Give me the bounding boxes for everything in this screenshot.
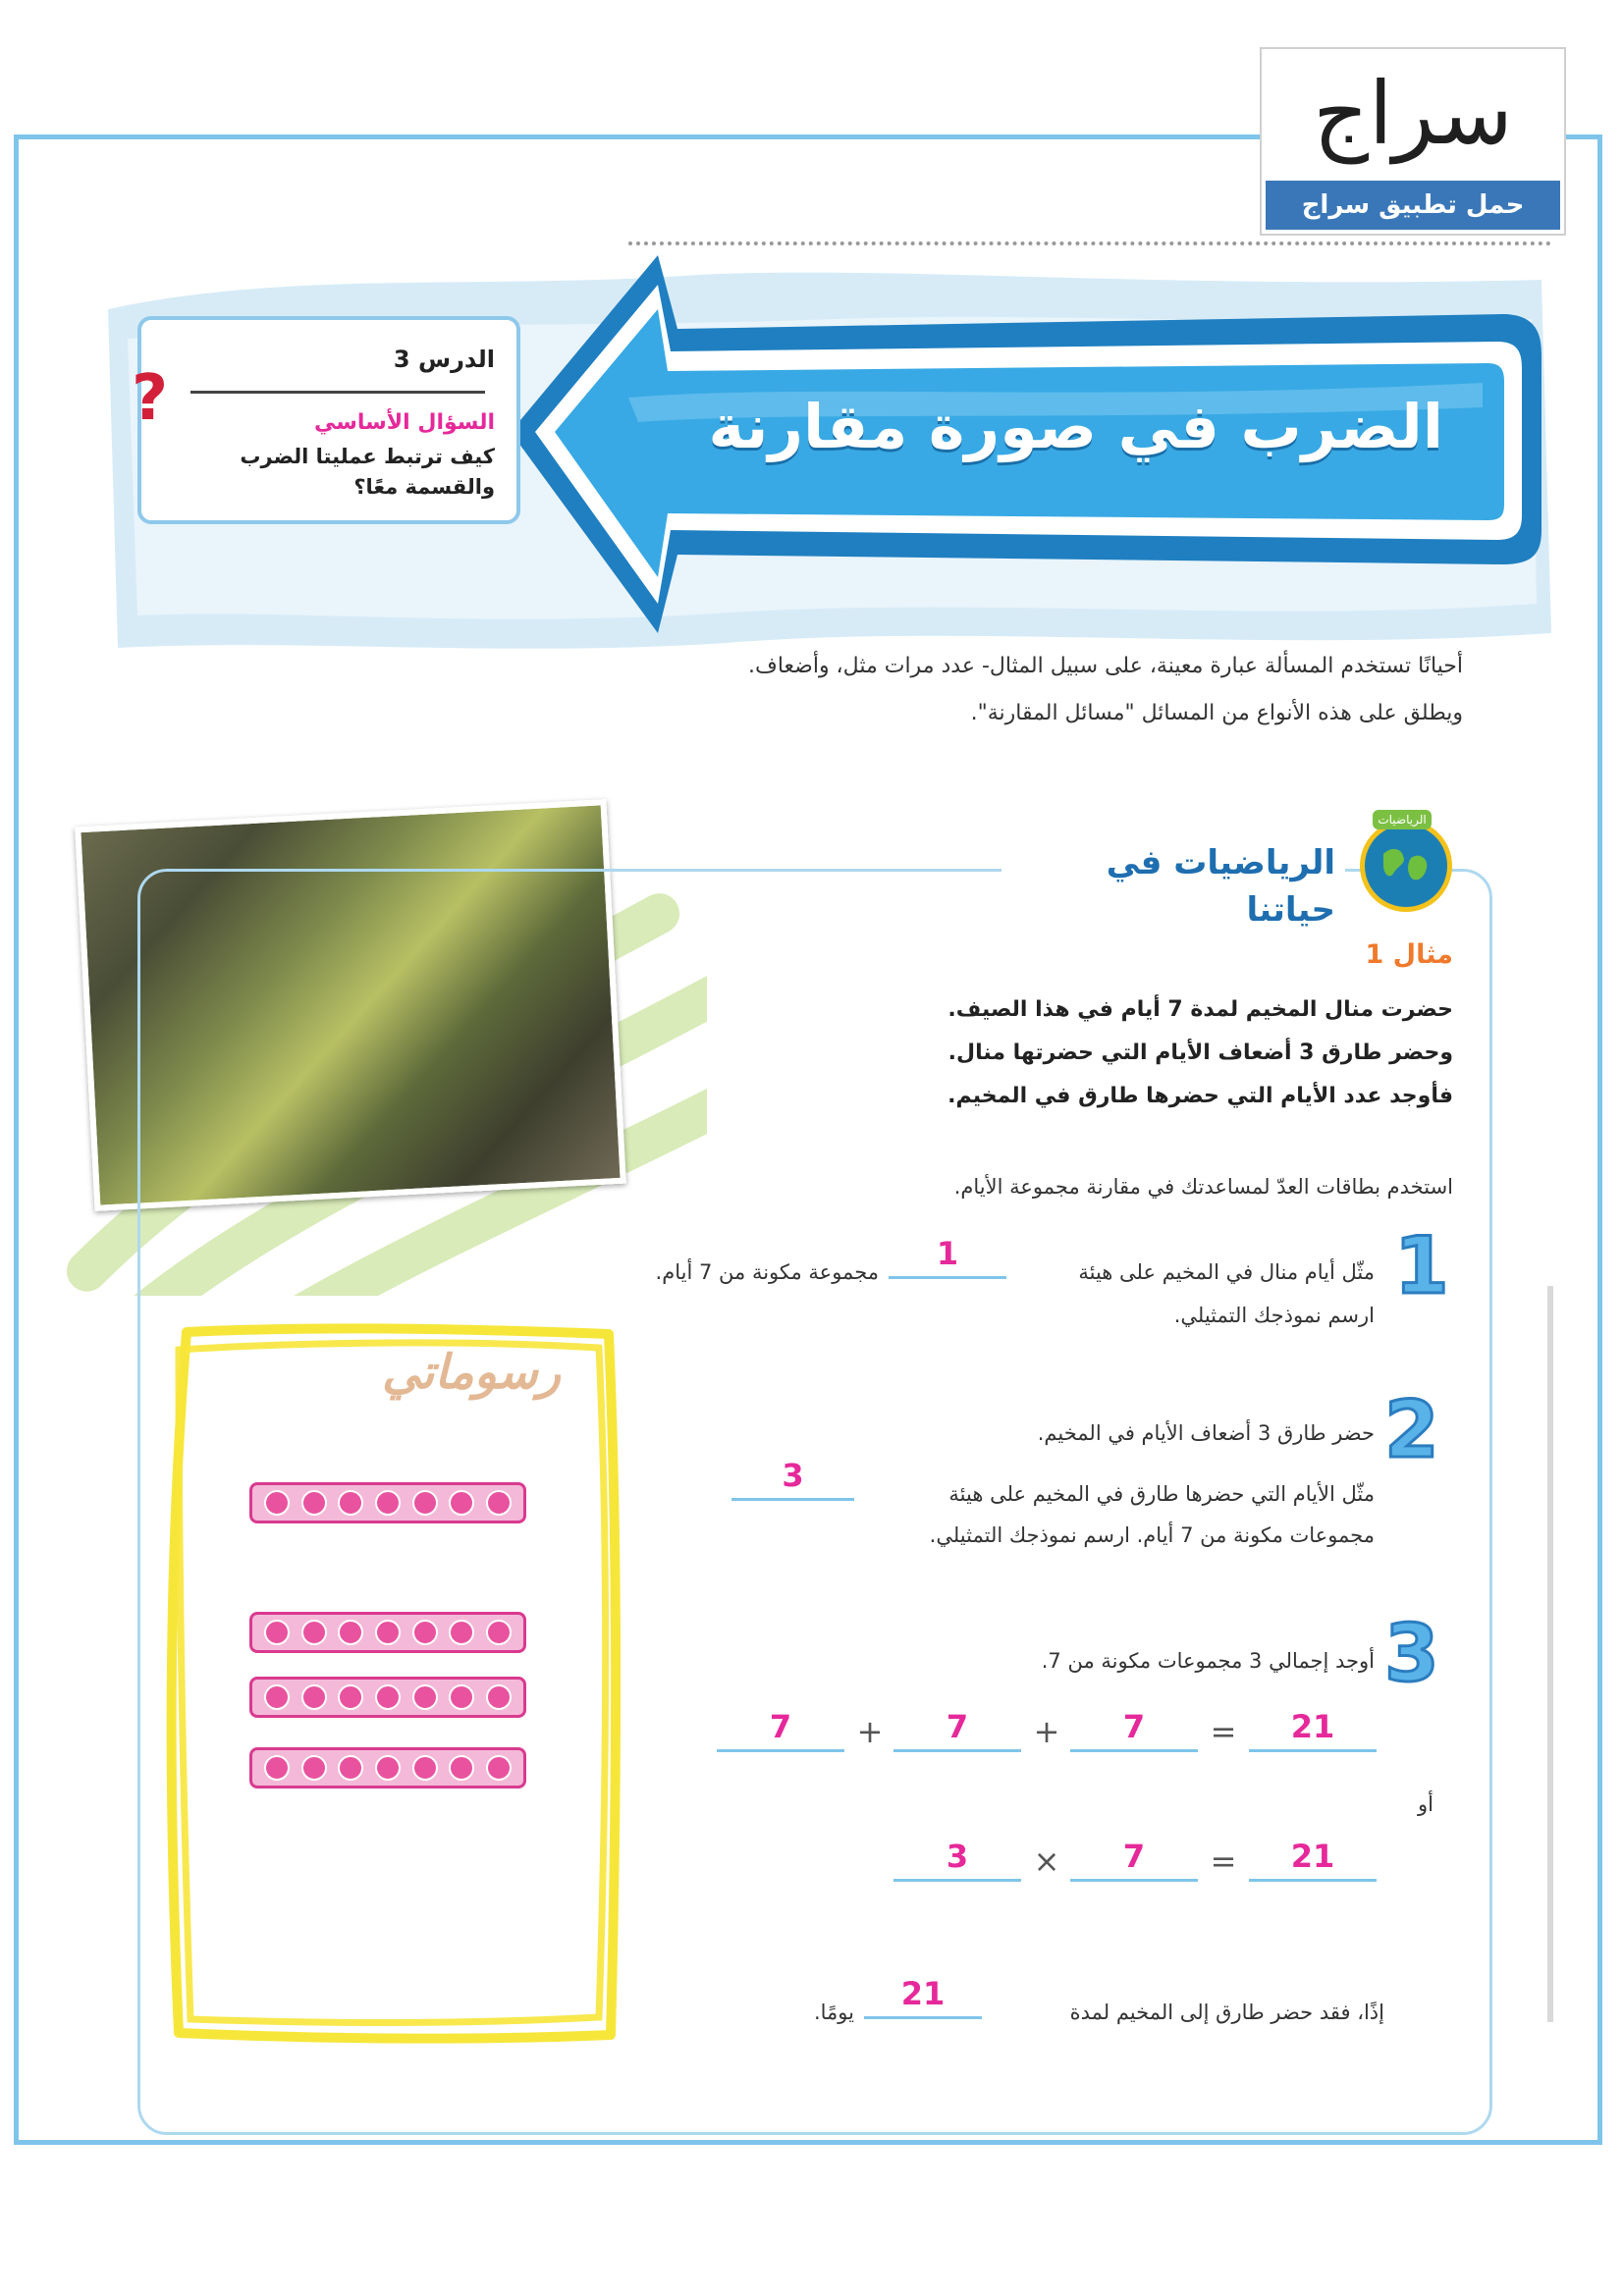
- step2-text-c: مجموعات مكونة من 7 أيام. ارسم نموذجك التمثيلي.: [929, 1523, 1375, 1547]
- counter-dot: [338, 1755, 363, 1781]
- globe-land-icon: [1378, 844, 1433, 887]
- times-sign: ×: [1033, 1842, 1060, 1880]
- counter-dot: [486, 1684, 512, 1710]
- question-mark-icon: ?: [132, 362, 169, 435]
- example-line: حضرت منال المخيم لمدة 7 أيام في هذا الصيف.: [947, 997, 1453, 1022]
- step-number-3: 3: [1384, 1608, 1439, 1699]
- counter-dot: [338, 1684, 363, 1710]
- step1-text-c: ارسم نموذجك التمثيلي.: [1173, 1304, 1375, 1327]
- equals-sign: =: [1210, 1842, 1237, 1880]
- answer-line: [893, 1879, 1021, 1882]
- essential-question-text: كيف ترتبط عمليتا الضرب والقسمة معًا؟: [240, 445, 495, 499]
- example-line: وحضر طارق 3 أضعاف الأيام التي حضرتها منال.: [947, 1041, 1453, 1065]
- answer-line: [1070, 1879, 1198, 1882]
- answer-line: [1249, 1749, 1377, 1752]
- counter-dot: [486, 1620, 512, 1645]
- counter-dot: [449, 1755, 474, 1781]
- step2-text-b: مثّل الأيام التي حضرها طارق في المخيم على هيئة: [948, 1482, 1375, 1506]
- step1-text-a: مثّل أيام منال في المخيم على هيئة: [1078, 1260, 1375, 1284]
- counter-dot: [412, 1490, 438, 1516]
- lesson-label: الدرس 3: [393, 346, 495, 373]
- counter-dot: [449, 1684, 474, 1710]
- page-title: الضرب في صورة مقارنة: [708, 391, 1443, 462]
- counter-dot: [264, 1620, 290, 1645]
- step-number-1: 1: [1394, 1220, 1449, 1311]
- lesson-card: [132, 316, 520, 524]
- my-drawings-title: رسوماتي: [382, 1345, 561, 1400]
- answer-line: [893, 1749, 1021, 1752]
- counter-dot: [301, 1490, 327, 1516]
- step1-answer[interactable]: 1: [936, 1235, 959, 1272]
- counter-group: [249, 1747, 526, 1789]
- answer-line: [717, 1749, 844, 1752]
- section-tag: الرياضيات: [1373, 810, 1432, 829]
- counter-dot: [375, 1755, 401, 1781]
- plus-sign: +: [856, 1713, 884, 1750]
- step-number-2: 2: [1384, 1384, 1439, 1475]
- example-line: فأوجد عدد الأيام التي حضرها طارق في المخيم.: [947, 1084, 1453, 1108]
- sum-addend-2[interactable]: 7: [946, 1708, 969, 1745]
- section-title: الرياضيات في حياتنا: [1001, 839, 1345, 934]
- counter-group: [249, 1612, 526, 1653]
- counter-dot: [375, 1620, 401, 1645]
- counter-dot: [412, 1755, 438, 1781]
- or-label: أو: [1418, 1792, 1434, 1816]
- step2-answer-line: [731, 1498, 854, 1501]
- counter-dot: [486, 1755, 512, 1781]
- counter-group: [249, 1677, 526, 1718]
- answer-line: [864, 2016, 982, 2019]
- logo-word: سراج: [1313, 63, 1513, 164]
- step2-answer[interactable]: 3: [782, 1457, 804, 1494]
- step2-text-a: حضر طارق 3 أضعاف الأيام في المخيم.: [1037, 1421, 1375, 1445]
- logo-tagline: حمل تطبيق سراج: [1266, 181, 1560, 230]
- counter-dot: [301, 1755, 327, 1781]
- answer-line: [1249, 1879, 1377, 1882]
- essential-question-title: السؤال الأساسي: [314, 410, 495, 435]
- step3-text-a: أوجد إجمالي 3 مجموعات مكونة من 7.: [1041, 1649, 1375, 1673]
- photo-credit-strip: [1540, 1286, 1561, 2022]
- product-factor-2[interactable]: 7: [1122, 1838, 1146, 1875]
- use-counters-instruction: استخدم بطاقات العدّ لمساعدتك في مقارنة مجموعة الأيام.: [953, 1175, 1453, 1199]
- counter-dot: [301, 1620, 327, 1645]
- counter-dot: [264, 1755, 290, 1781]
- lesson-divider: [190, 391, 485, 394]
- example-title: مثال 1: [1365, 939, 1453, 970]
- product-factor-1[interactable]: 3: [946, 1838, 969, 1875]
- product-result[interactable]: 21: [1290, 1838, 1335, 1875]
- intro-paragraph: أحيانًا تستخدم المسألة عبارة معينة، على سبيل المثال- عدد مرات مثل، وأضعاف. ويطلق على هذه الأنواع من المسائل "مسائل المقارنة".: [748, 654, 1463, 725]
- equals-sign: =: [1210, 1713, 1237, 1750]
- siraj-logo[interactable]: [1260, 47, 1566, 236]
- counter-dot: [301, 1684, 327, 1710]
- counter-dot: [264, 1490, 290, 1516]
- counter-dot: [449, 1490, 474, 1516]
- counter-dot: [412, 1620, 438, 1645]
- sum-result[interactable]: 21: [1290, 1708, 1335, 1745]
- counter-dot: [375, 1490, 401, 1516]
- counter-dot: [375, 1684, 401, 1710]
- counter-dot: [412, 1684, 438, 1710]
- sum-addend-3[interactable]: 7: [1122, 1708, 1146, 1745]
- conclusion-text-b: يومًا.: [813, 2001, 854, 2024]
- counter-group: [249, 1482, 526, 1523]
- step1-text-b: مجموعة مكونة من 7 أيام.: [655, 1260, 879, 1284]
- counter-dot: [486, 1490, 512, 1516]
- counter-dot: [338, 1620, 363, 1645]
- counter-dot: [338, 1490, 363, 1516]
- conclusion-answer[interactable]: 21: [900, 1975, 946, 2012]
- counter-dot: [264, 1684, 290, 1710]
- conclusion-text-a: إذًا، فقد حضر طارق إلى المخيم لمدة: [1069, 2001, 1384, 2024]
- step1-answer-line: [889, 1276, 1006, 1279]
- plus-sign: +: [1033, 1713, 1060, 1750]
- counter-dot: [449, 1620, 474, 1645]
- answer-line: [1070, 1749, 1198, 1752]
- sum-addend-1[interactable]: 7: [769, 1708, 792, 1745]
